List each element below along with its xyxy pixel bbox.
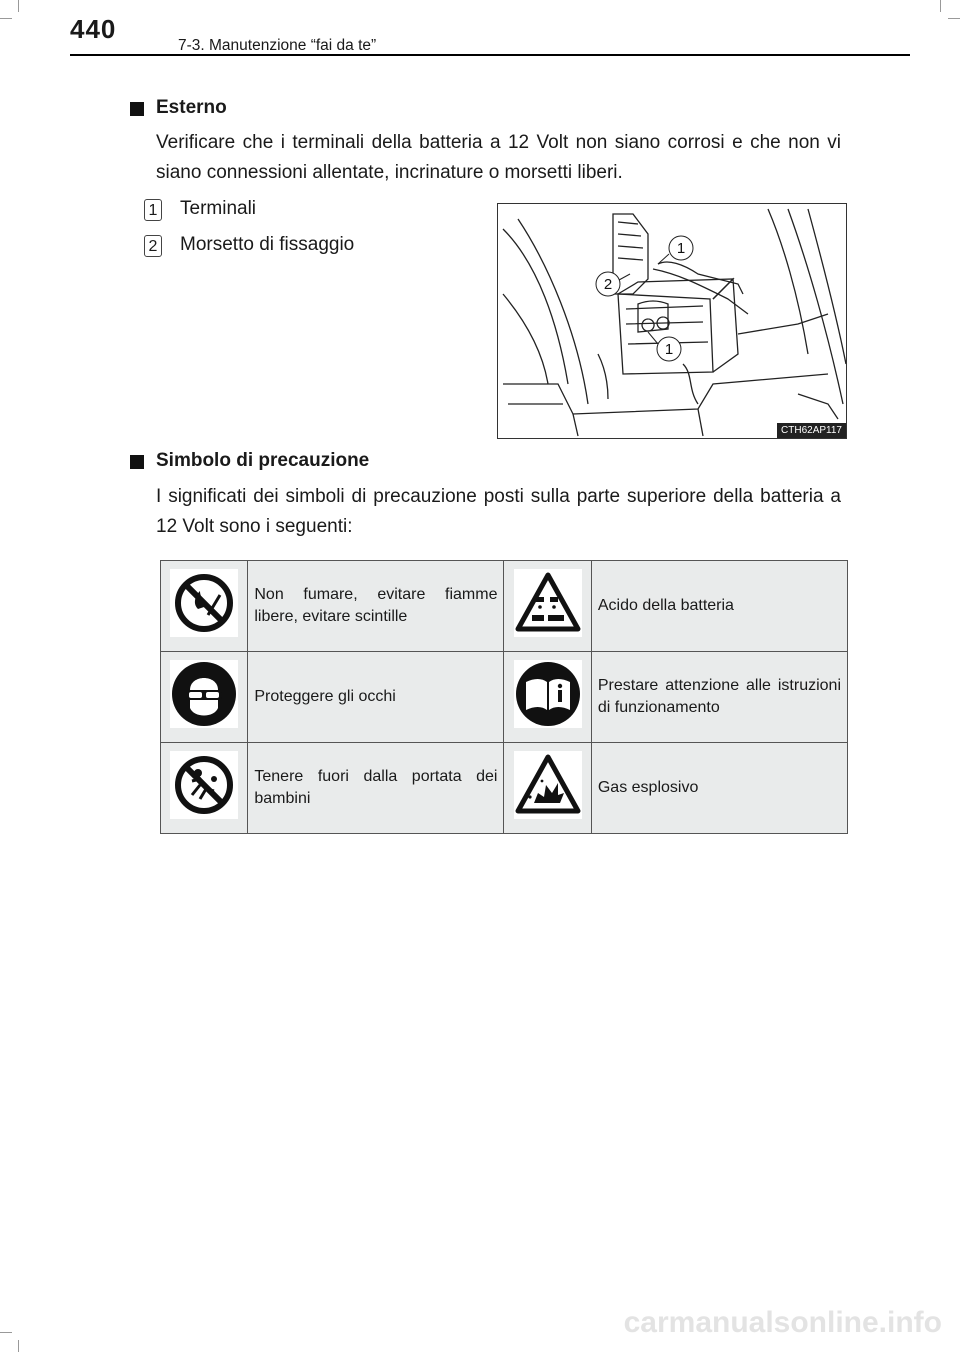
page-number: 440 (70, 14, 117, 44)
symbol-label: Proteggere gli occhi (248, 652, 504, 743)
section-title: 7-3. Manutenzione “fai da te” (178, 37, 377, 54)
symbol-label: Acido della batteria (591, 561, 847, 652)
bullet-square-icon (130, 455, 144, 469)
callout-1: 1 (676, 240, 686, 257)
heading-simbolo: Simbolo di precauzione (156, 450, 370, 471)
corrosive-acid-icon (514, 569, 582, 637)
heading-esterno: Esterno (156, 97, 227, 118)
callout-2: 2 (603, 276, 613, 293)
crop-mark (0, 1332, 12, 1333)
no-smoking-no-flame-icon (170, 569, 238, 637)
item-number-badge: 2 (144, 235, 162, 257)
header-rule (70, 54, 910, 56)
paragraph-simbolo: I significati dei simboli di precauzione posti sulla parte superiore della batteria a 12 Volt sono i seguenti: (156, 486, 841, 537)
crop-mark (0, 18, 12, 19)
table-row (161, 561, 848, 652)
crop-mark (18, 1340, 19, 1352)
read-manual-icon (514, 660, 582, 728)
battery-line-drawing (498, 204, 847, 439)
watermark: carmanualsonline.info (623, 1306, 942, 1339)
table-row (161, 652, 848, 743)
figure-code: CTH62AP117 (777, 423, 846, 438)
explosive-gas-icon (514, 751, 582, 819)
table-row (161, 743, 848, 834)
item-label-morsetto: Morsetto di fissaggio (180, 234, 355, 255)
crop-mark (940, 0, 941, 12)
symbol-label: Tenere fuori dalla portata dei bambini (248, 743, 504, 834)
item-number-badge: 1 (144, 199, 162, 221)
symbol-label: Non fumare, evitare fiamme libere, evitare scintille (248, 561, 504, 652)
symbol-label: Prestare attenzione alle istruzioni di funzionamento (591, 652, 847, 743)
symbols-table (160, 560, 848, 834)
callout-1: 1 (664, 341, 674, 358)
crop-mark (18, 0, 19, 12)
battery-illustration (497, 203, 847, 439)
paragraph-esterno: Verificare che i terminali della batteria a 12 Volt non siano corrosi e che non vi siano connessioni allentate, incrinature o morsetti liberi. (156, 132, 841, 183)
keep-away-children-icon (170, 751, 238, 819)
eye-protection-icon (170, 660, 238, 728)
bullet-square-icon (130, 102, 144, 116)
item-label-terminali: Terminali (180, 198, 257, 219)
symbol-label: Gas esplosivo (591, 743, 847, 834)
